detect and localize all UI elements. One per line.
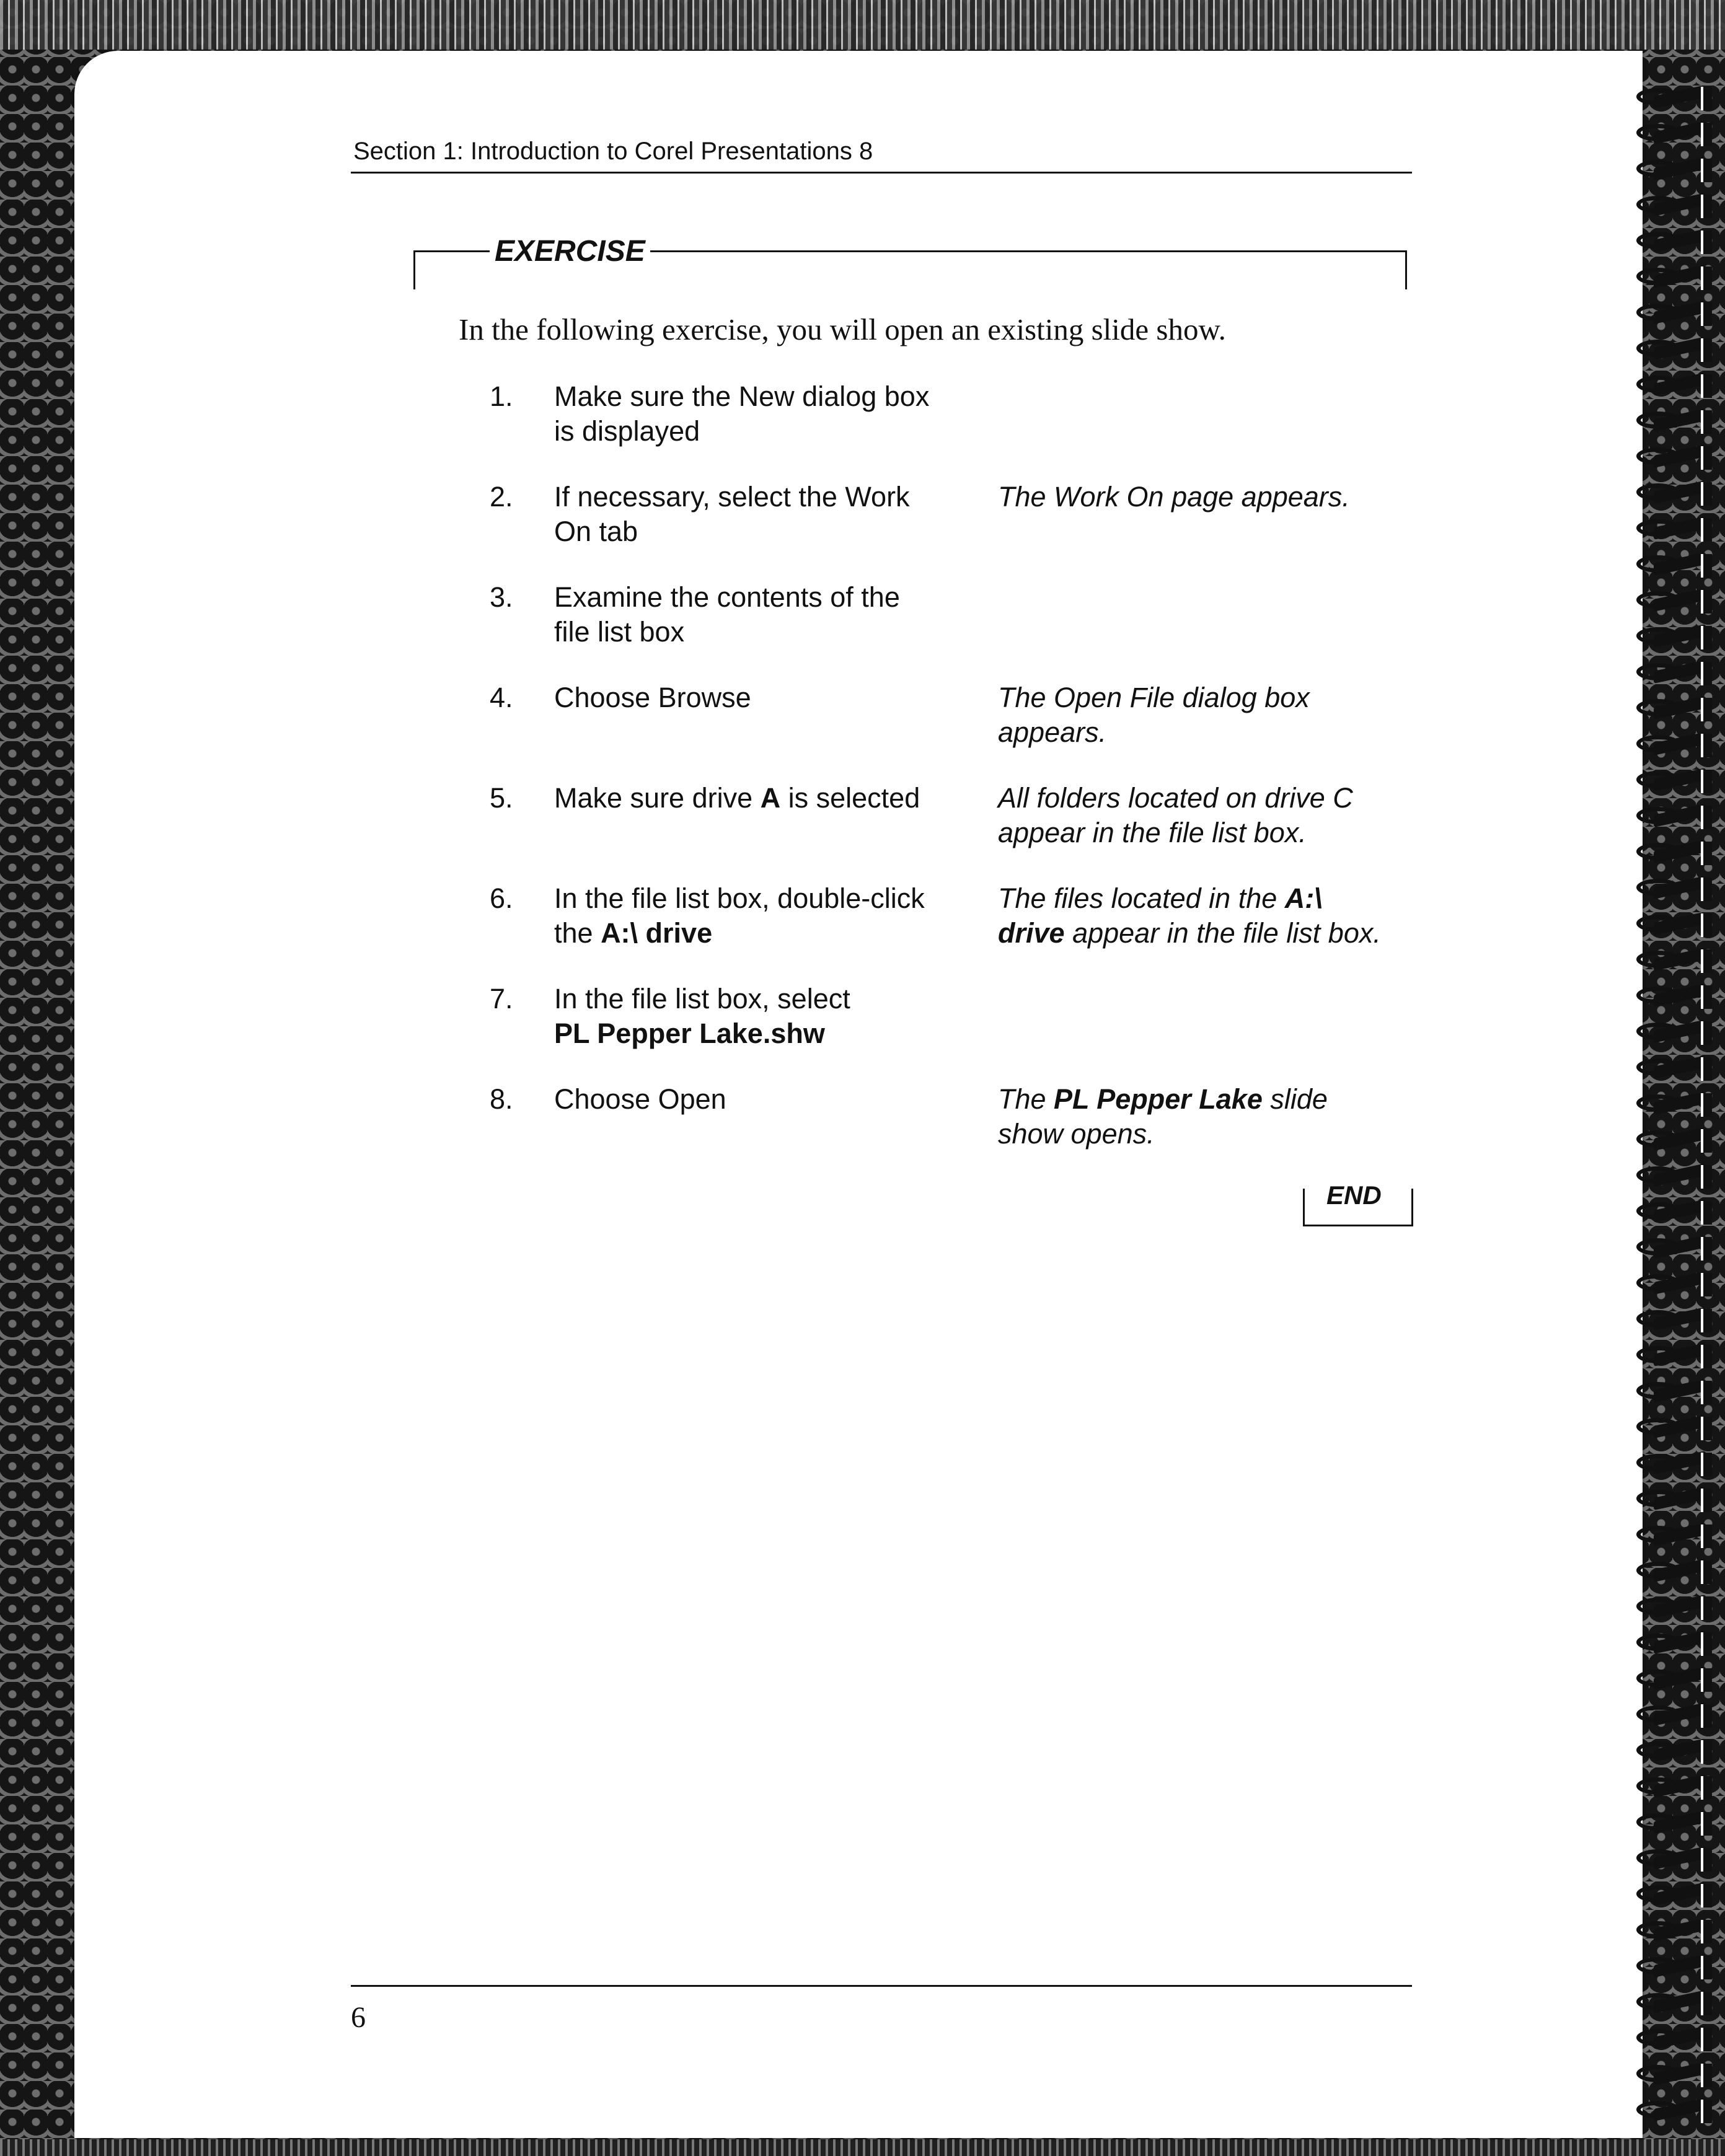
step-action-line: In the file list box, select (554, 983, 850, 1014)
spiral-coil (1636, 1381, 1711, 1402)
step-action-line: Choose Browse (554, 682, 751, 713)
spiral-coil (1636, 1596, 1711, 1617)
step-action (554, 881, 963, 951)
spiral-coil (1636, 338, 1711, 359)
step-action-line: Choose Open (554, 1083, 726, 1115)
step-result-line: drive appear in the file list box. (998, 917, 1381, 949)
spiral-coil (1636, 985, 1711, 1006)
step-action-line (554, 1016, 963, 1051)
spiral-coil (1636, 770, 1711, 791)
spiral-coil (1636, 1129, 1711, 1150)
step-number: 5. (490, 782, 513, 814)
step-action-line: In the file list box, double-click (554, 882, 925, 914)
spiral-coil (1636, 266, 1711, 288)
spiral-coil (1636, 1992, 1711, 2013)
step-result (998, 480, 1432, 514)
spiral-coil (1636, 1453, 1711, 1474)
spiral-coil (1636, 1345, 1711, 1366)
spiral-coil (1636, 1884, 1711, 1905)
spiral-coil (1636, 410, 1711, 431)
spiral-coil (1636, 626, 1711, 647)
running-head: Section 1: Introduction to Corel Presentations 8 (353, 138, 873, 165)
spiral-coil (1636, 2028, 1711, 2049)
spiral-coil (1636, 842, 1711, 863)
step-result (998, 680, 1432, 750)
step-result-line: appear in the file list box. (998, 817, 1307, 848)
step-result (998, 881, 1432, 951)
step-result-line: The Work On page appears. (998, 481, 1350, 513)
step-action (554, 480, 963, 549)
spiral-coil (1636, 446, 1711, 467)
step-action (554, 580, 963, 649)
spiral-coil (1636, 1812, 1711, 1833)
step-number: 6. (490, 882, 513, 914)
top-edge-texture (0, 0, 1725, 50)
spiral-coil (1636, 1525, 1711, 1546)
step-number: 4. (490, 682, 513, 713)
step-result-line: The files located in the A:\ (998, 882, 1322, 914)
step-action (554, 1082, 963, 1117)
bottom-edge-texture (0, 2139, 1725, 2156)
spiral-coil (1636, 374, 1711, 395)
spiral-coil (1636, 1093, 1711, 1114)
spiral-coil (1636, 1237, 1711, 1258)
spiral-coil (1636, 1668, 1711, 1689)
step-action-line: file list box (554, 616, 685, 648)
spiral-coil (1636, 1776, 1711, 1797)
spiral-coil (1636, 1632, 1711, 1653)
step-action-line: If necessary, select the Work (554, 481, 910, 513)
exercise-intro: In the following exercise, you will open an existing slide show. (459, 312, 1226, 346)
spiral-coil (1636, 1489, 1711, 1510)
spiral-coil (1636, 1165, 1711, 1186)
step-number: 8. (490, 1083, 513, 1115)
spiral-coil (1636, 1704, 1711, 1725)
step-number: 3. (490, 581, 513, 613)
step-action-line: On tab (554, 516, 638, 547)
spiral-coil (1636, 1560, 1711, 1582)
step-action (554, 379, 963, 449)
step-result-line: The PL Pepper Lake slide (998, 1083, 1328, 1115)
spiral-coil (1636, 1273, 1711, 1294)
end-marker-label: END (1326, 1181, 1382, 1210)
spiral-coil (1636, 1956, 1711, 1977)
spiral-coil (1636, 231, 1711, 252)
step-result (998, 781, 1432, 850)
spiral-binding (1636, 87, 1725, 2144)
spiral-coil (1636, 302, 1711, 323)
step-action-line: Examine the contents of the (554, 581, 900, 613)
spiral-coil (1636, 1057, 1711, 1078)
step-result-line: show opens. (998, 1118, 1155, 1150)
step-number: 2. (490, 481, 513, 513)
footer-rule (351, 1985, 1412, 1987)
spiral-coil (1636, 1201, 1711, 1222)
spiral-coil (1636, 734, 1711, 755)
spiral-coil (1636, 1309, 1711, 1330)
step-number: 7. (490, 983, 513, 1014)
step-action (554, 680, 963, 715)
step-result-line: appears. (998, 716, 1107, 748)
exercise-heading: EXERCISE (490, 234, 650, 268)
spiral-coil (1636, 878, 1711, 899)
step-result (998, 1082, 1432, 1151)
spiral-coil (1636, 87, 1711, 108)
page-number: 6 (351, 2001, 366, 2034)
spiral-coil (1636, 913, 1711, 935)
drive-letter: A (760, 782, 781, 814)
spiral-coil (1636, 1417, 1711, 1438)
step-number: 1. (490, 381, 513, 412)
spiral-coil (1636, 159, 1711, 180)
spiral-coil (1636, 123, 1711, 144)
spiral-coil (1636, 662, 1711, 683)
spiral-coil (1636, 518, 1711, 539)
spiral-coil (1636, 1021, 1711, 1042)
step-action (554, 982, 963, 1051)
spiral-coil (1636, 806, 1711, 827)
step-result-line: The Open File dialog box (998, 682, 1310, 713)
file-name: PL Pepper Lake.shw (554, 1018, 825, 1049)
step-result-line: All folders located on drive C (998, 782, 1353, 814)
spiral-coil (1636, 2064, 1711, 2085)
step-action-line: Make sure the New dialog box (554, 381, 930, 412)
spiral-coil (1636, 590, 1711, 611)
spiral-coil (1636, 949, 1711, 970)
spiral-coil (1636, 698, 1711, 719)
spiral-coil (1636, 482, 1711, 503)
spiral-coil (1636, 1740, 1711, 1761)
spiral-coil (1636, 554, 1711, 575)
step-action-line: Make sure drive A is selected (554, 782, 920, 814)
spiral-coil (1636, 1848, 1711, 1869)
header-rule (351, 172, 1412, 174)
spiral-coil (1636, 1920, 1711, 1941)
step-action-line: the A:\ drive (554, 917, 713, 949)
spiral-coil (1636, 2100, 1711, 2121)
spiral-coil (1636, 195, 1711, 216)
step-action-line: is displayed (554, 415, 700, 447)
step-action (554, 781, 963, 816)
